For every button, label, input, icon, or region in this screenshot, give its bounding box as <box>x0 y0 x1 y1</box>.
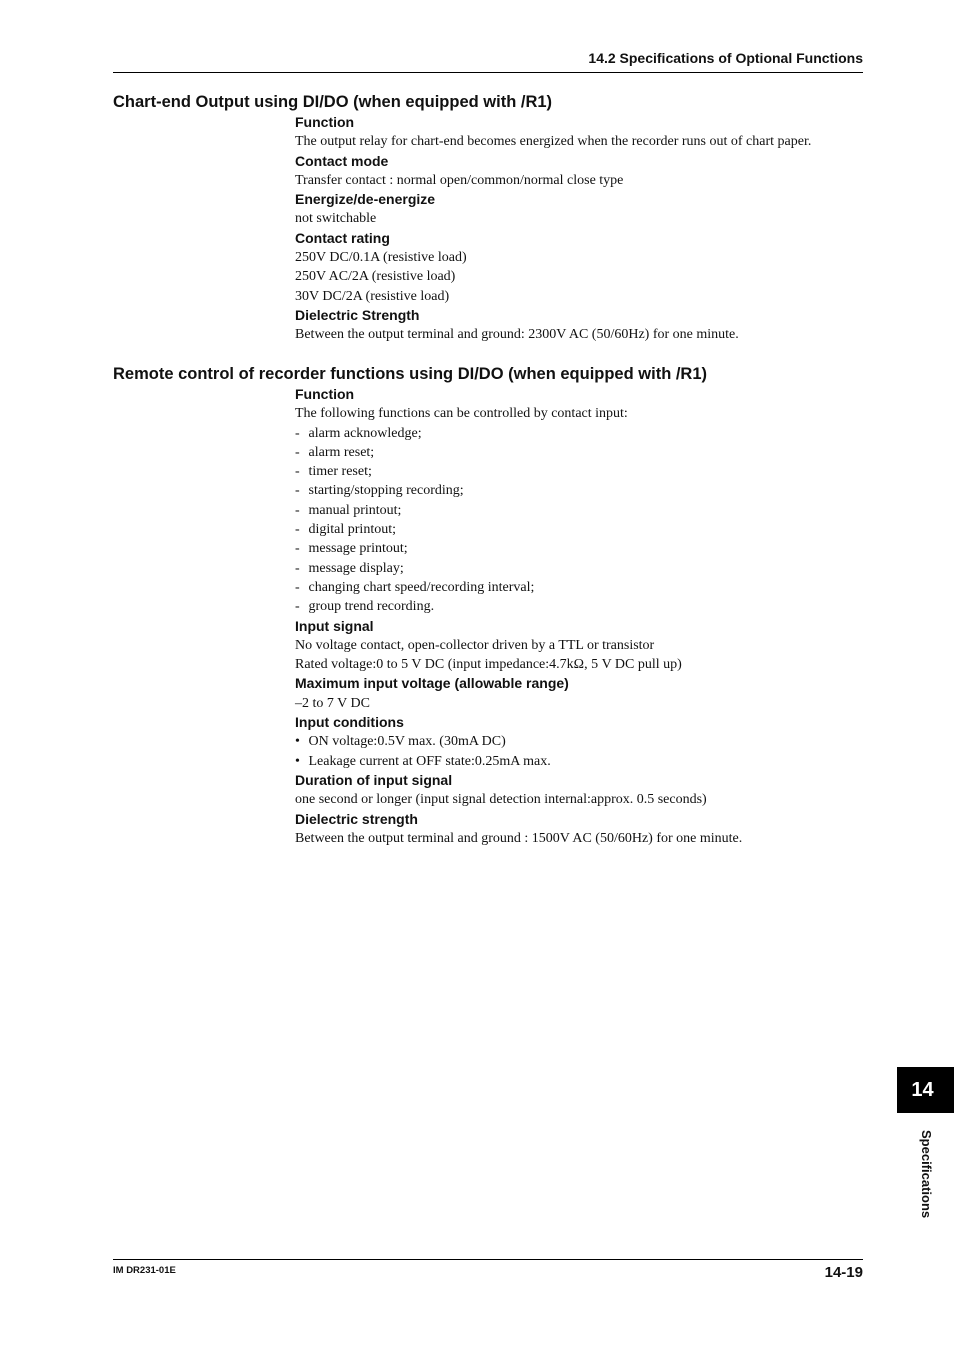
section-remote-control <box>113 363 873 848</box>
input-conditions-label: Input conditions <box>295 714 404 731</box>
function-intro: The following functions can be controlled by contact input: <box>295 406 628 422</box>
section-chart-end-output <box>113 91 873 345</box>
dielectric-text: Between the output terminal and ground: 2300V AC (50/60Hz) for one minute. <box>295 327 739 343</box>
running-header: 14.2 Specifications of Optional Functions <box>588 50 863 66</box>
section-title: Remote control of recorder functions using DI/DO (when equipped with /R1) <box>113 365 708 383</box>
section-title: Chart-end Output using DI/DO (when equipped with /R1) <box>113 93 553 111</box>
bullet-item: • ON voltage:0.5V max. (30mA DC) <box>295 734 506 750</box>
input-signal-line: Rated voltage:0 to 5 V DC (input impedance:4.7kΩ, 5 V DC pull up) <box>295 657 682 673</box>
list-item: - alarm reset; <box>295 444 375 460</box>
list-item: - manual printout; <box>295 502 402 518</box>
list-item: - group trend recording. <box>295 599 435 615</box>
dielectric-label: Dielectric strength <box>295 810 418 827</box>
list-item: - alarm acknowledge; <box>295 425 422 441</box>
energize-label: Energize/de-energize <box>295 191 436 208</box>
chapter-tab: 14 <box>897 1067 954 1113</box>
list-item: - message display; <box>295 560 404 576</box>
list-item: - timer reset; <box>295 464 372 480</box>
section-body <box>295 113 873 345</box>
input-signal-label: Input signal <box>295 617 374 634</box>
duration-text: one second or longer (input signal detection internal:approx. 0.5 seconds) <box>295 792 707 808</box>
contact-mode-text: Transfer contact : normal open/common/normal close type <box>295 172 624 188</box>
list-item: - starting/stopping recording; <box>295 483 464 499</box>
function-text: The output relay for chart-end becomes energized when the recorder runs out of chart paper. <box>295 134 812 150</box>
section-body <box>295 385 873 848</box>
input-signal-line: No voltage contact, open-collector driven by a TTL or transistor <box>295 637 655 653</box>
list-item: - digital printout; <box>295 522 396 538</box>
bullet-item: • Leakage current at OFF state:0.25mA max. <box>295 753 551 769</box>
dielectric-label: Dielectric Strength <box>295 306 420 323</box>
contact-rating-line: 250V AC/2A (resistive load) <box>295 269 456 285</box>
contact-rating-line: 250V DC/0.1A (resistive load) <box>295 250 467 266</box>
header-rule <box>113 72 863 73</box>
contact-rating-line: 30V DC/2A (resistive load) <box>295 288 450 304</box>
list-item: - changing chart speed/recording interval; <box>295 579 535 595</box>
energize-text: not switchable <box>295 211 377 227</box>
max-input-label: Maximum input voltage (allowable range) <box>295 675 569 692</box>
doc-id: IM DR231-01E <box>113 1265 176 1276</box>
dielectric-text: Between the output terminal and ground : 1500V AC (50/60Hz) for one minute. <box>295 830 743 846</box>
contact-mode-label: Contact mode <box>295 152 389 169</box>
max-input-text: –2 to 7 V DC <box>295 695 370 711</box>
list-item: - message printout; <box>295 541 408 557</box>
duration-label: Duration of input signal <box>295 771 453 788</box>
function-label: Function <box>295 386 355 402</box>
contact-rating-label: Contact rating <box>295 229 390 246</box>
chapter-label: Specifications <box>919 1130 934 1219</box>
function-label: Function <box>295 114 355 130</box>
page-number: 14-19 <box>824 1264 863 1281</box>
footer-rule <box>113 1259 863 1260</box>
